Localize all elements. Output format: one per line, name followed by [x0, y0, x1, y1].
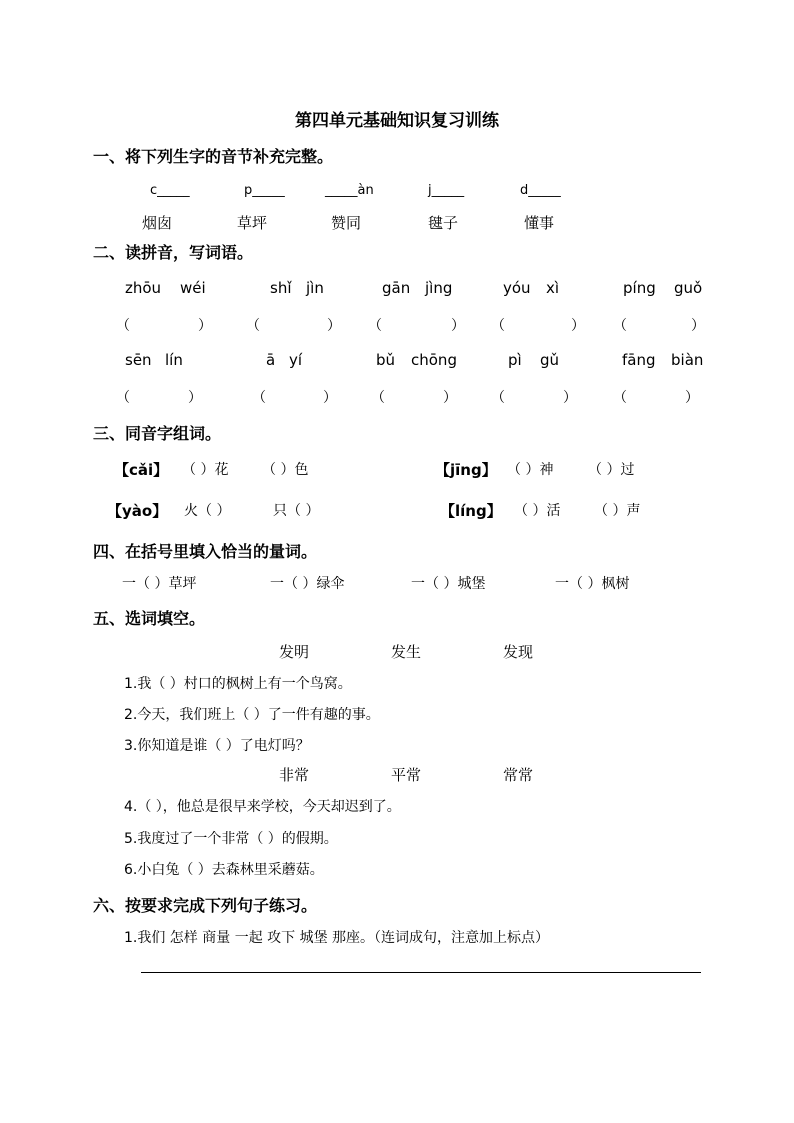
answer-open-paren: （	[116, 318, 130, 334]
answer-close-paren: ）	[451, 318, 465, 334]
word: 烟囱	[142, 214, 173, 232]
homophone-item[interactable]: （ ）活	[514, 503, 561, 519]
fill-sentence[interactable]: 2.今天，我们班上（ ）了一件有趣的事。	[124, 707, 380, 723]
section-6-heading: 六、按要求完成下列句子练习。	[93, 896, 318, 915]
pinyin: ā	[266, 351, 276, 369]
pinyin: bǔ	[376, 351, 396, 369]
homophone-label: 【yào】	[107, 502, 168, 520]
homophone-label: 【líng】	[440, 502, 502, 520]
pinyin: gǔ	[540, 351, 560, 369]
fill-sentence[interactable]: 5.我度过了一个非常（ ）的假期。	[124, 831, 338, 847]
homophone-item[interactable]: （ ）色	[262, 462, 309, 478]
pinyin: yí	[289, 351, 303, 369]
pinyin: wéi	[180, 279, 206, 297]
homophone-item[interactable]: （ ）声	[594, 503, 641, 519]
answer-close-paren: ）	[443, 390, 457, 406]
answer-close-paren: ）	[323, 390, 337, 406]
sentence-exercise: 1.我们 怎样 商量 一起 攻下 城堡 那座。（连词成句，注意加上标点）	[124, 930, 550, 946]
word: 毽子	[428, 214, 459, 232]
answer-open-paren: （	[368, 318, 382, 334]
word-choice: 发明	[279, 643, 310, 661]
answer-close-paren: ）	[198, 318, 212, 334]
syllable-blank[interactable]: p_____	[244, 183, 285, 198]
syllable-blank[interactable]: j_____	[428, 183, 465, 198]
homophone-item[interactable]: （ ）神	[507, 462, 554, 478]
pinyin: píng	[623, 279, 656, 297]
answer-open-paren: （	[116, 390, 130, 406]
fill-sentence[interactable]: 1.我（ ）村口的枫树上有一个鸟窝。	[124, 676, 352, 692]
answer-open-paren: （	[491, 318, 505, 334]
answer-close-paren: ）	[563, 390, 577, 406]
pinyin: jìng	[425, 279, 453, 297]
pinyin: guǒ	[674, 279, 703, 297]
word: 草坪	[237, 214, 268, 232]
word-choice: 发生	[391, 643, 422, 661]
pinyin: lín	[165, 351, 183, 369]
word: 赞同	[331, 214, 362, 232]
word-choice: 发现	[503, 643, 534, 661]
answer-open-paren: （	[371, 390, 385, 406]
measure-word-item[interactable]: 一（ ）草坪	[122, 576, 197, 592]
fill-sentence[interactable]: 4.（ ），他总是很早来学校，今天却迟到了。	[124, 799, 401, 815]
pinyin: biàn	[671, 351, 704, 369]
pinyin: chōng	[411, 351, 457, 369]
answer-close-paren: ）	[685, 390, 699, 406]
fill-sentence[interactable]: 6.小白兔（ ）去森林里采蘑菇。	[124, 862, 324, 878]
word-choice: 平常	[391, 766, 422, 784]
pinyin: sēn	[125, 351, 152, 369]
word-choice: 非常	[279, 766, 310, 784]
syllable-blank[interactable]: c_____	[150, 183, 190, 198]
section-2-heading: 二、读拼音，写词语。	[93, 243, 254, 262]
syllable-blank[interactable]: _____àn	[325, 183, 374, 198]
homophone-label: 【jīng】	[435, 461, 497, 479]
pinyin: zhōu	[125, 279, 162, 297]
answer-open-paren: （	[246, 318, 260, 334]
measure-word-item[interactable]: 一（ ）枫树	[555, 576, 630, 592]
answer-close-paren: ）	[571, 318, 585, 334]
pinyin: pì	[508, 351, 522, 369]
section-5-heading: 五、选词填空。	[93, 609, 206, 628]
syllable-blank[interactable]: d_____	[520, 183, 561, 198]
pinyin: gān	[382, 279, 411, 297]
answer-open-paren: （	[613, 318, 627, 334]
section-3-heading: 三、同音字组词。	[93, 424, 222, 443]
answer-open-paren: （	[252, 390, 266, 406]
word: 懂事	[524, 214, 555, 232]
answer-close-paren: ）	[691, 318, 705, 334]
pinyin: jìn	[306, 279, 324, 297]
answer-line[interactable]	[141, 972, 701, 973]
measure-word-item[interactable]: 一（ ）城堡	[411, 576, 486, 592]
answer-close-paren: ）	[327, 318, 341, 334]
answer-open-paren: （	[491, 390, 505, 406]
answer-close-paren: ）	[188, 390, 202, 406]
section-1-heading: 一、将下列生字的音节补充完整。	[93, 147, 334, 166]
homophone-item[interactable]: 只（ ）	[273, 503, 320, 519]
homophone-item[interactable]: 火（ ）	[184, 503, 231, 519]
homophone-label: 【cǎi】	[114, 461, 169, 479]
pinyin: shǐ	[270, 279, 292, 297]
answer-open-paren: （	[613, 390, 627, 406]
section-4-heading: 四、在括号里填入恰当的量词。	[93, 542, 318, 561]
word-choice: 常常	[503, 766, 534, 784]
measure-word-item[interactable]: 一（ ）绿伞	[270, 576, 345, 592]
fill-sentence[interactable]: 3.你知道是谁（ ）了电灯吗？	[124, 738, 310, 754]
homophone-item[interactable]: （ ）花	[182, 462, 229, 478]
page-title: 第四单元基础知识复习训练	[295, 111, 499, 131]
pinyin: fāng	[622, 351, 656, 369]
pinyin: yóu	[503, 279, 531, 297]
pinyin: xì	[546, 279, 560, 297]
homophone-item[interactable]: （ ）过	[588, 462, 635, 478]
